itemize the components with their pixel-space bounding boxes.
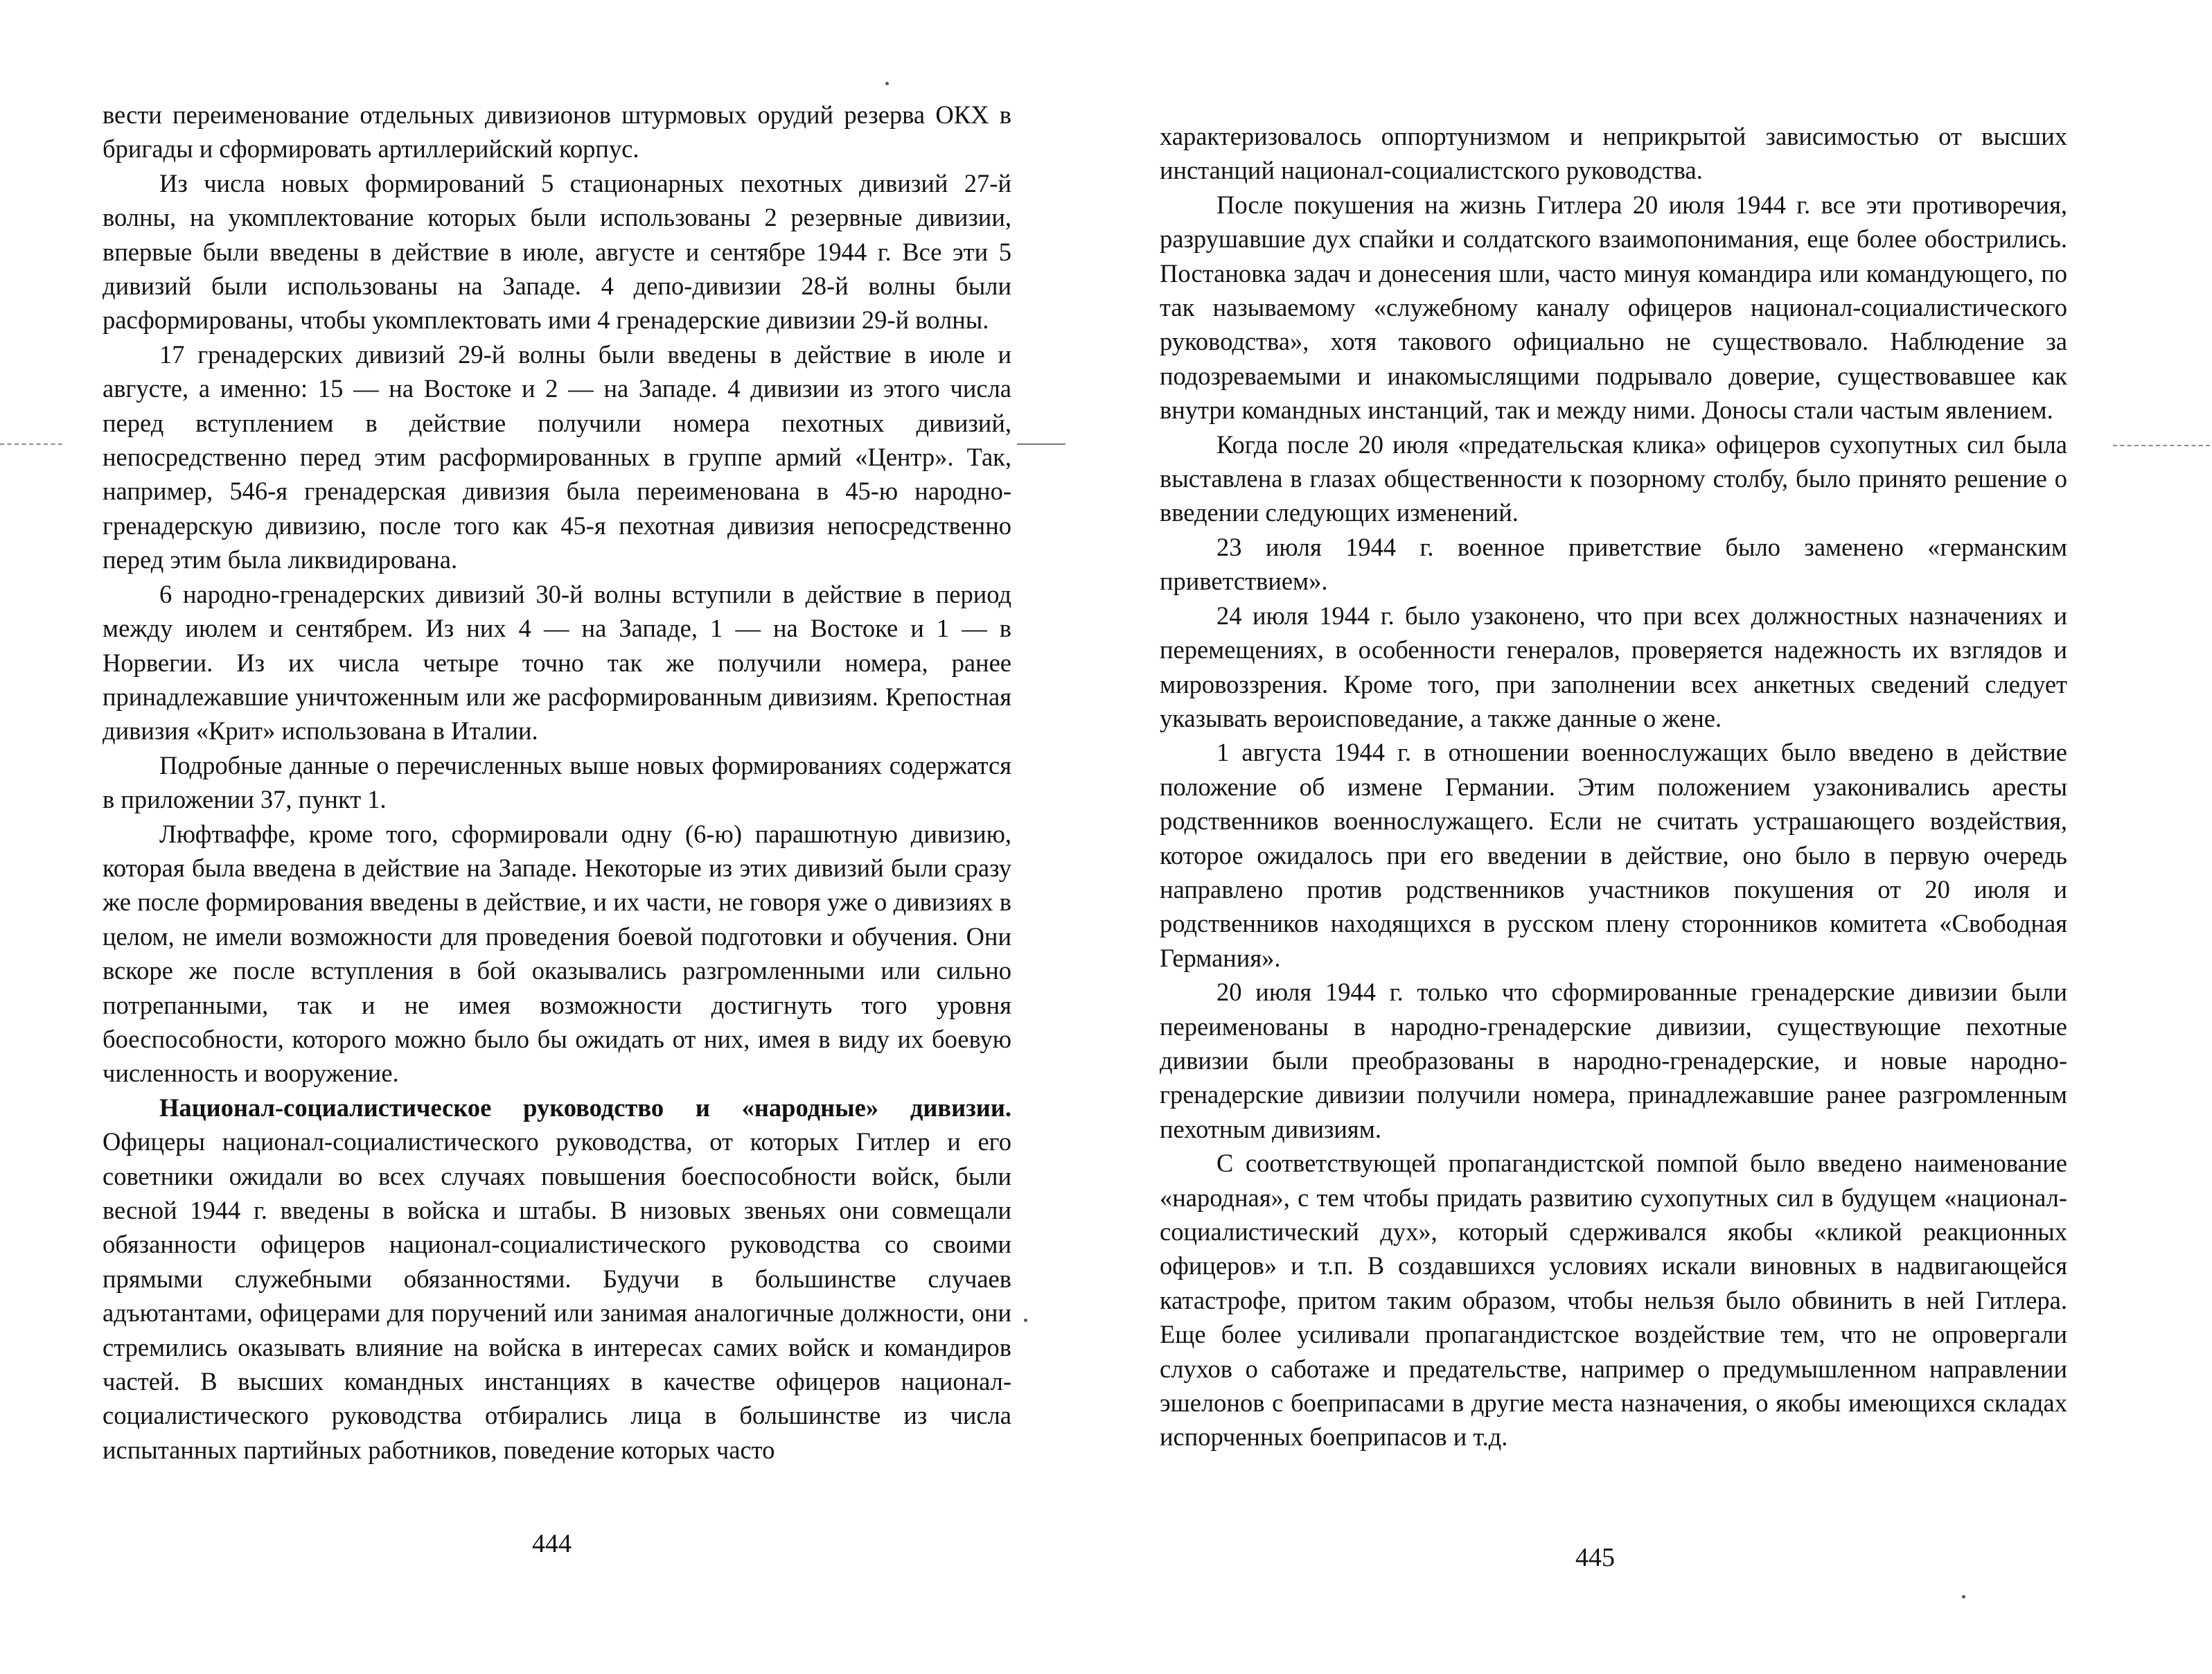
paragraph: 17 гренадерских дивизий 29-й волны были введены в действие в июле и августе, а именно: 15 — на Востоке и 2 — на Западе. 4 дивизии из этого числа перед вступлением в действие получили номера пехотных дивизий, непосредственно перед этим расформированных в группе армий «Центр». Так, например, 546-я гренадерская дивизия была переименована в 45-ю народно-гренадерскую дивизию, после того как 45-я пехотная дивизия непосредственно перед этим была ликвидирована. bbox=[103, 340, 1011, 574]
paragraph: Подробные данные о перечисленных выше новых формированиях содержатся в приложении 37, пункт 1. bbox=[103, 750, 1011, 814]
right-page bbox=[1160, 0, 2067, 1674]
paragraph: 24 июля 1944 г. было узаконено, что при всех должностных назначениях и перемещениях, в особенности генералов, проверяется надежность их взглядов и мировоззрения. Кроме того, при заполнении всех анкетных сведений следует указывать вероисповедание, а также данные о жене. bbox=[1160, 601, 2067, 732]
fold-mark-right bbox=[2113, 445, 2210, 447]
paragraph: характеризовалось оппортунизмом и неприкрытой зависимостью от высших инстанций национал-социалистского руководства. bbox=[1160, 122, 2067, 185]
paragraph: Люфтваффе, кроме того, сформировали одну (6-ю) парашютную дивизию, которая была введена в действие на Западе. Некоторые из этих дивизий были сразу же после формирования введены в действие, и их части, не говоря уже о дивизиях в целом, не имели возможности для проведения боевой подготовки и обучения. Они вскоре же после вступления в бой оказывались разгромленными или сильно потрепанными, так и не имея возможности достигнуть того уровня боеспособности, которого можно было бы ожидать от них, имея в виду их боевую численность и вооружение. bbox=[103, 819, 1011, 1088]
page-number: 445 bbox=[1575, 1543, 1615, 1572]
left-page-text bbox=[103, 98, 1011, 1467]
right-page-text bbox=[1160, 119, 2067, 1454]
paragraph: 23 июля 1944 г. военное приветствие было заменено «германским приветствием». bbox=[1160, 532, 2067, 596]
fold-mark-left bbox=[0, 443, 62, 446]
scan-speck bbox=[885, 82, 889, 85]
paragraph-body: Офицеры национал-социалистического руководства, от которых Гитлер и его советники ожидали во всех случаях повышения боеспособности войск, были весной 1944 г. введены в войска и штабы. В низовых звеньях они совмещали обязанности офицеров национал-социалистического руководства со своими прямыми служебными обязанностями. Будучи в большинстве случаев адъютантами, офицерами для поручений или занимая аналогичные должности, они стремились оказывать влияние на войска в интересах самих войск и командиров частей. В высших командных инстанциях в качестве офицеров национал-социалистического руководства отбирались лица в большинстве из числа испытанных партийных работников, поведение которых часто bbox=[103, 1127, 1011, 1464]
page-number: 444 bbox=[532, 1529, 572, 1558]
scan-speck bbox=[1962, 1595, 1965, 1598]
scan-line bbox=[1017, 443, 1065, 445]
paragraph: вести переименование отдельных дивизионов штурмовых орудий резерва ОКХ в бригады и сформировать артиллерийский корпус. bbox=[103, 100, 1011, 164]
paragraph: 6 народно-гренадерских дивизий 30-й волны вступили в действие в период между июлем и сентябрем. Из них 4 — на Западе, 1 — на Востоке и 1 — в Норвегии. Из их числа четыре точно так же получили номера, ранее принадлежавшие уничтоженным или же расформированным дивизиям. Крепостная дивизия «Крит» использована в Италии. bbox=[103, 579, 1011, 746]
paragraph: 20 июля 1944 г. только что сформированные гренадерские дивизии были переименованы в народно-гренадерские дивизии, существующие пехотные дивизии были преобразованы в народно-гренадерские, и новые народно-гренадерские дивизии получили номера, принадлежавшие ранее разгромленным пехотным дивизиям. bbox=[1160, 978, 2067, 1143]
paragraph: 1 августа 1944 г. в отношении военнослужащих было введено в действие положение об измене Германии. Этим положением узаконивались аресты родственников военнослужащего. Если не считать устрашающего воздействия, которое ожидалось при его введении в действие, оно было в первую очередь направлено против родственников участников покушения от 20 июля и родственников находящихся в русском плену сторонников комитета «Свободная Германия». bbox=[1160, 738, 2067, 972]
paragraph: Из числа новых формирований 5 стационарных пехотных дивизий 27-й волны, на укомплектование которых были использованы 2 резервные дивизии, впервые были введены в действие в июле, августе и сентябре 1944 г. Все эти 5 дивизий были использованы на Западе. 4 депо-дивизии 28-й волны были расформированы, чтобы укомплектовать ими 4 гренадерские дивизии 29-й волны. bbox=[103, 168, 1011, 335]
paragraph-with-heading bbox=[103, 1091, 1011, 1467]
scan-speck bbox=[1024, 1319, 1027, 1322]
left-page bbox=[103, 0, 1011, 1674]
paragraph: После покушения на жизнь Гитлера 20 июля 1944 г. все эти противоречия, разрушавшие дух спайки и солдатского взаимопонимания, еще более обострились. Постановка задач и донесения шли, часто минуя командира или командующего, по так называемому «служебному каналу офицеров национал-социалистического руководства», хотя такового официально не существовало. Наблюдение за подозреваемыми и инакомыслящими подрывало доверие, существовавшее как внутри командных инстанций, так и между ними. Доносы стали частым явлением. bbox=[1160, 190, 2067, 425]
paragraph: Когда после 20 июля «предательская клика» офицеров сухопутных сил была выставлена в глазах общественности к позорному столбу, было принято решение о введении следующих изменений. bbox=[1160, 430, 2067, 527]
paragraph: С соответствующей пропагандистской помпой было введено наименование «народная», с тем чтобы придать развитию сухопутных сил в будущем «национал-социалистический дух», который сдерживался якобы «кликой реакционных офицеров» и т.п. В создавшихся условиях искали виновных в надвигающейся катастрофе, притом таким образом, чтобы нельзя было обвинить в ней Гитлера. Еще более усиливали пропагандистское воздействие тем, что не опровергали слухов о саботаже и предательстве, например о предумышленном направлении эшелонов с боеприпасами в другие места назначения, о якобы имеющихся складах испорченных боеприпасов и т.д. bbox=[1160, 1149, 2067, 1452]
section-heading: Национал-социалистическое руководство и «народные» дивизии. bbox=[159, 1093, 1011, 1122]
